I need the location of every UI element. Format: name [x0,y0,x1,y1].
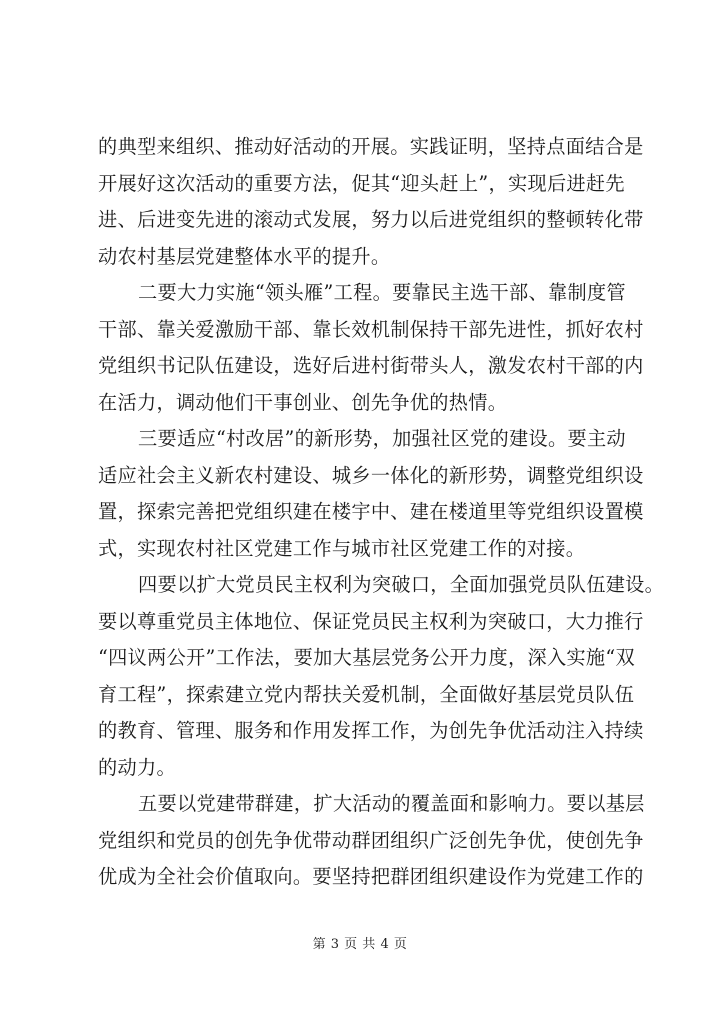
text-line: 优成为全社会价值取向。要坚持把群团组织建设作为党建工作的 [98,865,644,888]
text-line: 党组织书记队伍建设，选好后进村街带头人，激发农村干部的内 [98,354,644,377]
text-line: 的教育、管理、服务和作用发挥工作，为创先争优活动注入持续 [98,719,644,742]
text-line: 适应社会主义新农村建设、城乡一体化的新形势，调整党组织设 [98,463,644,487]
page-number-footer: 第 3 页 共 4 页 [312,937,408,952]
text-line: 五要以党建带群建，扩大活动的覆盖面和影响力。要以基层 [138,792,645,815]
paragraph-2 [98,275,644,421]
text-line: 的典型来组织、推动好活动的开展。实践证明，坚持点面结合是 [98,135,644,158]
text-line: 育工程”，探索建立党内帮扶关爱机制，全面做好基层党员队伍 [98,682,635,706]
text-line: 三要适应“村改居”的新形势，加强社区党的建设。要主动 [138,427,626,450]
text-line: 进、后进变先进的滚动式发展，努力以后进党组织的整顿转化带 [98,208,644,231]
paragraph-5 [98,786,645,896]
text-line: 干部、靠关爱激励干部、靠长效机制保持干部先进性，抓好农村 [98,317,644,341]
document-body [98,129,665,896]
text-line: 置，探索完善把党组织建在楼宇中、建在楼道里等党组织设置模 [98,500,644,523]
text-line: 在活力，调动他们干事创业、创先争优的热情。 [98,390,508,414]
text-line: 二要大力实施“领头雁”工程。要靠民主选干部、靠制度管 [138,281,626,304]
text-line: 要以尊重党员主体地位、保证党员民主权利为突破口，大力推行 [98,609,644,633]
text-line: 的动力。 [98,755,176,779]
paragraph-1 [98,129,644,275]
paragraph-4 [98,567,665,786]
paragraph-3 [98,421,644,567]
text-line: 动农村基层党建整体水平的提升。 [98,244,391,268]
text-line: 四要以扩大党员民主权利为突破口，全面加强党员队伍建设。 [138,573,665,596]
text-line: 式，实现农村社区党建工作与城市社区党建工作的对接。 [98,536,586,560]
text-line: “四议两公开”工作法，要加大基层党务公开力度，深入实施“双 [98,646,636,669]
text-line: 党组织和党员的创先争优带动群团组织广泛创先争优，使创先争 [98,828,644,852]
text-line: 开展好这次活动的重要方法，促其“迎头赶上”，实现后进赶先 [98,171,625,195]
